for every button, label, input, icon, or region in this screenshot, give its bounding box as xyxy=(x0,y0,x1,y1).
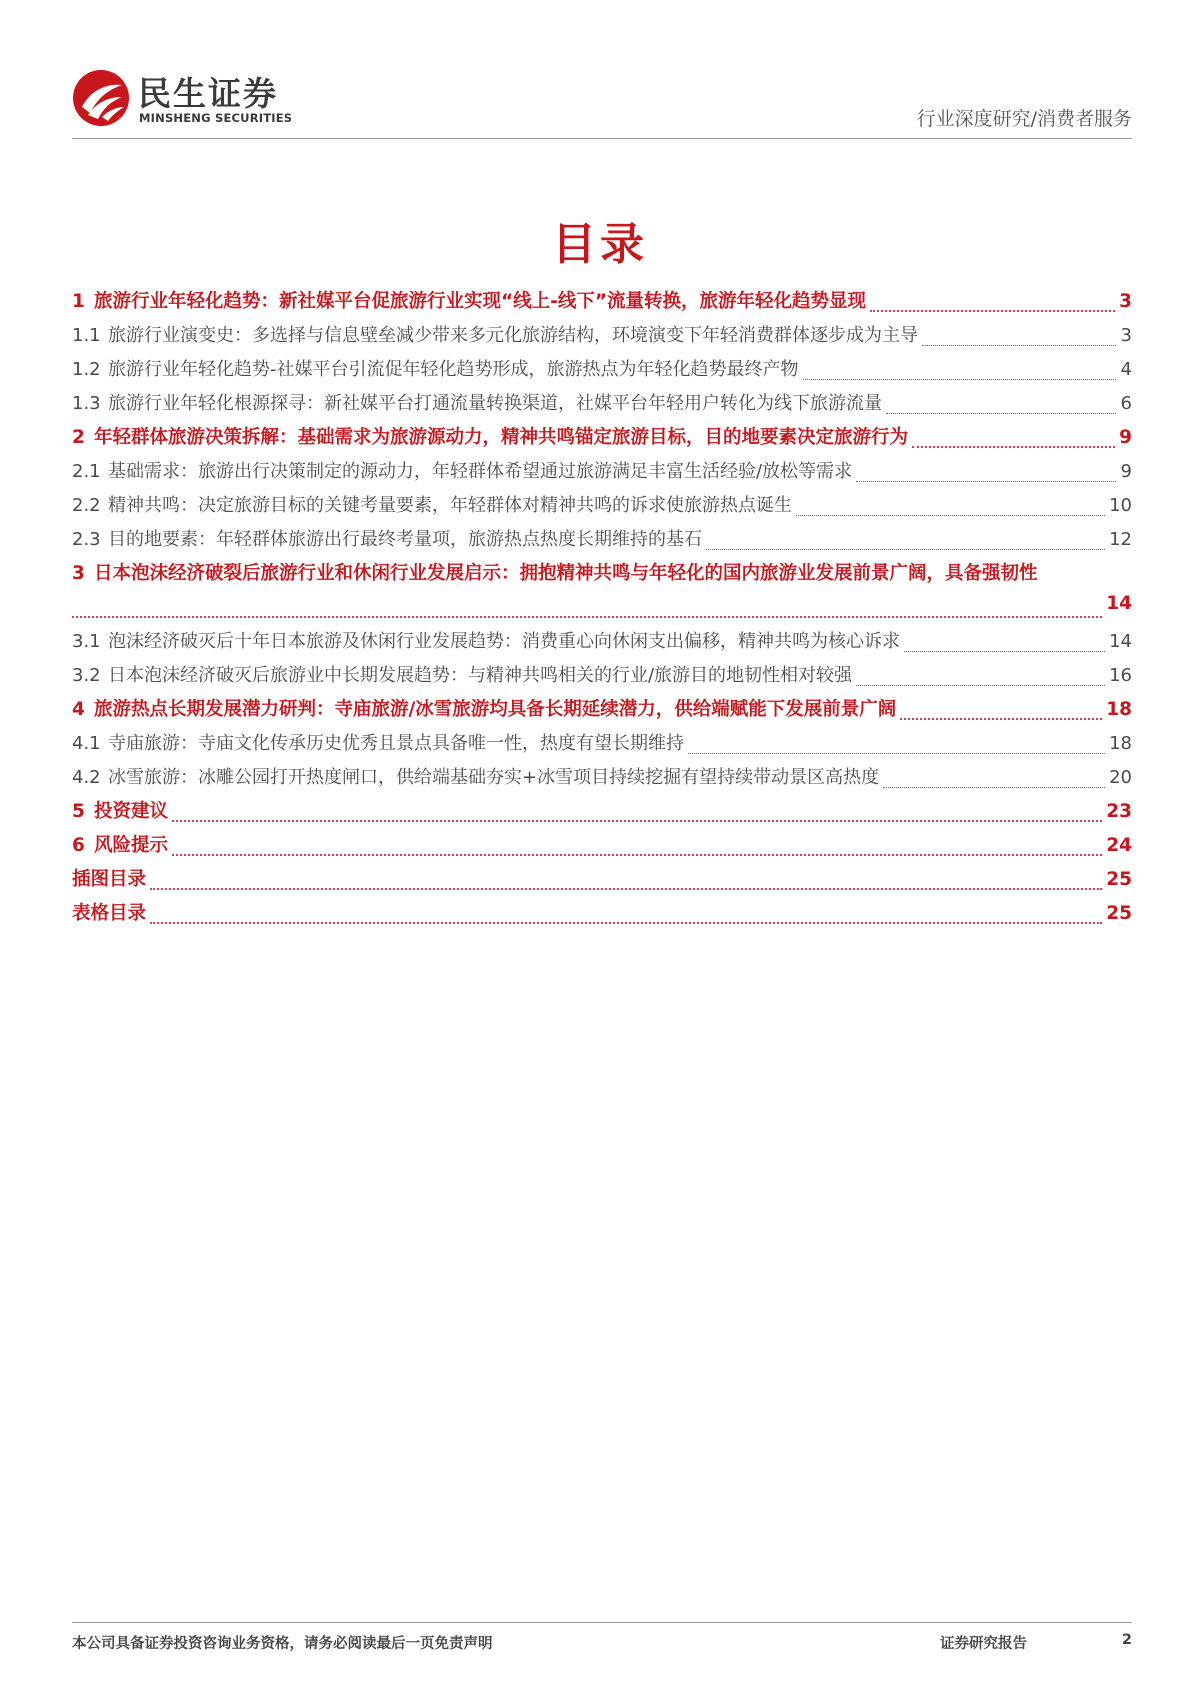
toc-entry-page: 18 xyxy=(1106,699,1132,720)
toc-leader-dots xyxy=(904,651,1105,652)
toc-entry-title: 日本泡沫经济破灭后旅游业中长期发展趋势：与精神共鸣相关的行业/旅游目的地韧性相对较强 xyxy=(108,665,853,686)
toc-entry-title: 旅游行业年轻化根源探寻：新社媒平台打通流量转换渠道，社媒平台年轻用户转化为线下旅游流量 xyxy=(108,393,882,414)
logo-chinese-name: 民生证券 xyxy=(138,74,278,113)
table-of-contents xyxy=(72,287,1132,933)
toc-entry-title: 旅游行业年轻化趋势：新社媒平台促旅游行业实现“线上-线下”流量转换，旅游年轻化趋势显现 xyxy=(94,291,866,312)
toc-leader-dots xyxy=(172,820,1102,822)
toc-entry[interactable] xyxy=(72,865,1132,899)
toc-entry[interactable] xyxy=(72,559,1132,627)
toc-entry-title: 冰雪旅游：冰雕公园打开热度闸口，供给端基础夯实+冰雪项目持续挖掘有望持续带动景区高热度 xyxy=(108,767,880,788)
toc-entry[interactable] xyxy=(72,457,1132,491)
toc-entry-number: 3.1 xyxy=(72,631,101,652)
toc-entry-page: 16 xyxy=(1109,665,1132,686)
footer-disclaimer: 本公司具备证券投资咨询业务资格，请务必阅读最后一页免责声明 xyxy=(72,1636,493,1652)
toc-entry[interactable] xyxy=(72,899,1132,933)
toc-entry-number: 4 xyxy=(72,699,85,720)
minsheng-logo-icon xyxy=(72,69,130,127)
toc-entry-page: 14 xyxy=(1106,593,1132,614)
toc-entry-page: 3 xyxy=(1120,325,1132,346)
toc-leader-dots xyxy=(150,922,1102,924)
toc-entry-number: 2.2 xyxy=(72,495,101,516)
toc-leader-dots xyxy=(688,753,1105,754)
toc-entry-title: 基础需求：旅游出行决策制定的源动力，年轻群体希望通过旅游满足丰富生活经验/放松等需求 xyxy=(108,461,853,482)
toc-leader-dots xyxy=(796,515,1105,516)
toc-entry[interactable] xyxy=(72,355,1132,389)
page-header xyxy=(72,64,1132,140)
toc-entry[interactable] xyxy=(72,729,1132,763)
toc-entry-page: 10 xyxy=(1109,495,1132,516)
toc-entry[interactable] xyxy=(72,525,1132,559)
toc-leader-dots xyxy=(912,446,1115,448)
toc-leader-dots xyxy=(856,685,1105,686)
toc-entry-page: 25 xyxy=(1106,903,1132,924)
toc-entry-number: 1.3 xyxy=(72,393,101,414)
toc-leader-dots xyxy=(706,549,1105,550)
toc-entry-number: 1 xyxy=(72,291,85,312)
footer-report-type: 证券研究报告 xyxy=(940,1636,1027,1652)
toc-entry[interactable] xyxy=(72,695,1132,729)
header-divider xyxy=(72,138,1132,139)
toc-entry-number: 3.2 xyxy=(72,665,101,686)
toc-entry-number: 1.2 xyxy=(72,359,101,380)
toc-leader-dots xyxy=(922,345,1116,346)
toc-entry[interactable] xyxy=(72,423,1132,457)
toc-entry-page: 14 xyxy=(1109,631,1132,652)
toc-entry-number: 2.3 xyxy=(72,529,101,550)
toc-entry-page: 12 xyxy=(1109,529,1132,550)
toc-leader-dots xyxy=(803,379,1117,380)
toc-entry-page: 23 xyxy=(1106,801,1132,822)
toc-leader-dots xyxy=(150,888,1102,890)
toc-entry-title: 旅游行业年轻化趋势-社媒平台引流促年轻化趋势形成，旅游热点为年轻化趋势最终产物 xyxy=(108,359,799,380)
toc-leader-dots xyxy=(856,481,1116,482)
toc-entry-number: 2 xyxy=(72,427,85,448)
toc-entry-title: 插图目录 xyxy=(72,869,147,890)
toc-entry-page: 25 xyxy=(1106,869,1132,890)
footer-divider xyxy=(72,1622,1132,1623)
toc-entry[interactable] xyxy=(72,831,1132,865)
toc-leader-dots xyxy=(883,787,1105,788)
toc-entry[interactable] xyxy=(72,661,1132,695)
toc-entry-number: 4.2 xyxy=(72,767,101,788)
toc-leader-dots xyxy=(172,854,1102,856)
toc-entry[interactable] xyxy=(72,491,1132,525)
toc-leader-dots xyxy=(72,616,1102,618)
toc-entry[interactable] xyxy=(72,763,1132,797)
toc-entry-title: 旅游热点长期发展潜力研判：寺庙旅游/冰雪旅游均具备长期延续潜力，供给端赋能下发展前景广阔 xyxy=(94,699,897,720)
toc-entry-title: 日本泡沫经济破裂后旅游行业和休闲行业发展启示：拥抱精神共鸣与年轻化的国内旅游业发展前景广阔，具备强韧性 xyxy=(94,563,1038,584)
footer-page-number: 2 xyxy=(1121,1632,1132,1648)
toc-entry-number: 2.1 xyxy=(72,461,101,482)
toc-leader-dots xyxy=(886,413,1116,414)
toc-entry-number: 1.1 xyxy=(72,325,101,346)
toc-entry[interactable] xyxy=(72,389,1132,423)
toc-entry-title: 目的地要素：年轻群体旅游出行最终考量项，旅游热点热度长期维持的基石 xyxy=(108,529,702,550)
page-title: 目录 xyxy=(552,219,648,270)
toc-entry-page: 24 xyxy=(1106,835,1132,856)
toc-entry-page: 20 xyxy=(1109,767,1132,788)
toc-entry-number: 3 xyxy=(72,563,85,584)
logo-english-name: MINSHENG SECURITIES xyxy=(139,111,293,125)
toc-entry-title: 表格目录 xyxy=(72,903,147,924)
toc-entry-title: 精神共鸣：决定旅游目标的关键考量要素，年轻群体对精神共鸣的诉求使旅游热点诞生 xyxy=(108,495,792,516)
toc-entry[interactable] xyxy=(72,321,1132,355)
toc-entry-title: 寺庙旅游：寺庙文化传承历史优秀且景点具备唯一性，热度有望长期维持 xyxy=(108,733,684,754)
toc-entry[interactable] xyxy=(72,627,1132,661)
toc-entry-title: 泡沫经济破灭后十年日本旅游及休闲行业发展趋势：消费重心向休闲支出偏移，精神共鸣为核心诉求 xyxy=(108,631,900,652)
toc-entry-page: 6 xyxy=(1120,393,1132,414)
toc-entry[interactable] xyxy=(72,797,1132,831)
toc-entry-title: 旅游行业演变史：多选择与信息壁垒减少带来多元化旅游结构，环境演变下年轻消费群体逐步成为主导 xyxy=(108,325,918,346)
toc-entry-page: 9 xyxy=(1120,461,1132,482)
toc-entry-page: 3 xyxy=(1119,291,1132,312)
report-category: 行业深度研究/消费者服务 xyxy=(916,108,1132,130)
toc-entry-number: 6 xyxy=(72,835,85,856)
toc-entry-title: 风险提示 xyxy=(94,835,169,856)
toc-entry-page: 18 xyxy=(1109,733,1132,754)
toc-leader-dots xyxy=(900,718,1102,720)
toc-entry-title: 投资建议 xyxy=(94,801,169,822)
toc-leader-dots xyxy=(870,310,1115,312)
toc-entry-number: 5 xyxy=(72,801,85,822)
toc-entry-title: 年轻群体旅游决策拆解：基础需求为旅游源动力，精神共鸣锚定旅游目标，目的地要素决定旅游行为 xyxy=(94,427,909,448)
toc-entry[interactable] xyxy=(72,287,1132,321)
toc-entry-page: 9 xyxy=(1119,427,1132,448)
toc-entry-page: 4 xyxy=(1120,359,1132,380)
toc-entry-number: 4.1 xyxy=(72,733,101,754)
